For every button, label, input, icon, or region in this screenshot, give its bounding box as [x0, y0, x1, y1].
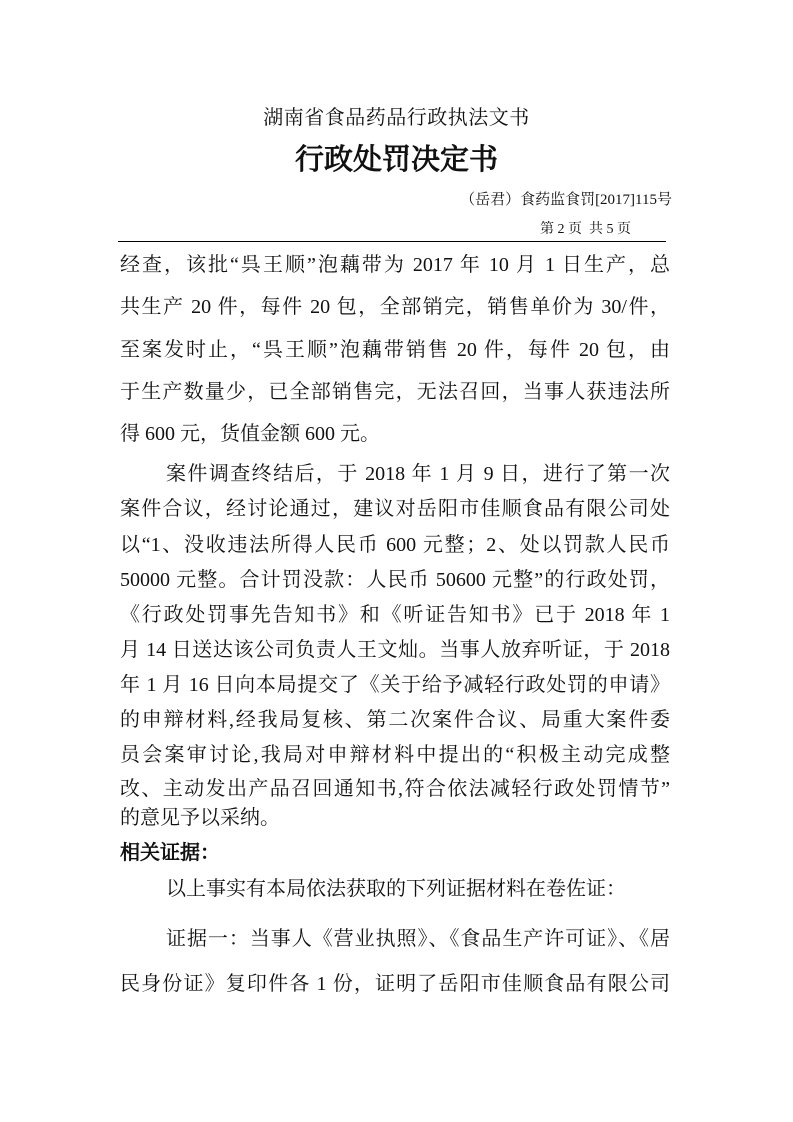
body-line: 案件合议，经讨论通过，建议对岳阳市佳顺食品有限公司处 [120, 498, 670, 520]
body-line: 得 600 元，货值金额 600 元。 [120, 423, 380, 445]
body-line: 以“1、没收违法所得人民币 600 元整；2、处以罚款人民币 [120, 534, 670, 556]
body-line: 共生产 20 件，每件 20 包，全部销完，销售单价为 30/件， [120, 296, 670, 318]
body-line: 月 14 日送达该公司负责人王文灿。当事人放弃听证，于 2018 [120, 639, 670, 661]
evidence-line: 民身份证》复印件各 1 份，证明了岳阳市佳顺食品有限公司 [120, 973, 670, 995]
header-divider [118, 241, 666, 242]
body-line: 改、主动发出产品召回通知书,符合依法减轻行政处罚情节” [120, 778, 670, 800]
body-line: 50000 元整。合计罚没款：人民币 50600 元整”的行政处罚， [120, 569, 670, 591]
body-line: 经查，该批“呉王顺”泡藕带为 2017 年 10 月 1 日生产，总 [120, 254, 670, 276]
evidence-line: 证据一：当事人《营业执照》、《食品生产许可证》、《居 [166, 928, 670, 950]
body-line: 于生产数量少，已全部销售完，无法召回，当事人获违法所 [120, 381, 670, 403]
body-line: 《行政处罚事先告知书》和《听证告知书》已于 2018 年 1 [120, 604, 670, 626]
evidence-heading: 相关证据： [120, 842, 220, 864]
document-number: （岳君）食药监食罚[2017]115号 [460, 192, 672, 208]
body-line: 至案发时止，“呉王顺”泡藕带销售 20 件，每件 20 包，由 [120, 339, 670, 361]
body-line: 年 1 月 16 日向本局提交了《关于给予减轻行政处罚的申请》 [120, 674, 670, 696]
issuer-heading: 湖南省食品药品行政执法文书 [263, 107, 530, 129]
body-line: 员会案审讨论,我局对申辩材料中提出的“积极主动完成整 [120, 744, 670, 766]
body-line: 的意见予以采纳。 [120, 807, 280, 829]
body-line: 案件调查终结后，于 2018 年 1 月 9 日，进行了第一次 [166, 463, 670, 485]
document-title: 行政处罚决定书 [294, 144, 498, 176]
evidence-intro: 以上事实有本局依法获取的下列证据材料在卷佐证： [166, 878, 626, 900]
page-indicator: 第 2 页 共 5 页 [540, 222, 631, 237]
body-line: 的申辩材料,经我局复核、第二次案件合议、局重大案件委 [120, 709, 670, 731]
